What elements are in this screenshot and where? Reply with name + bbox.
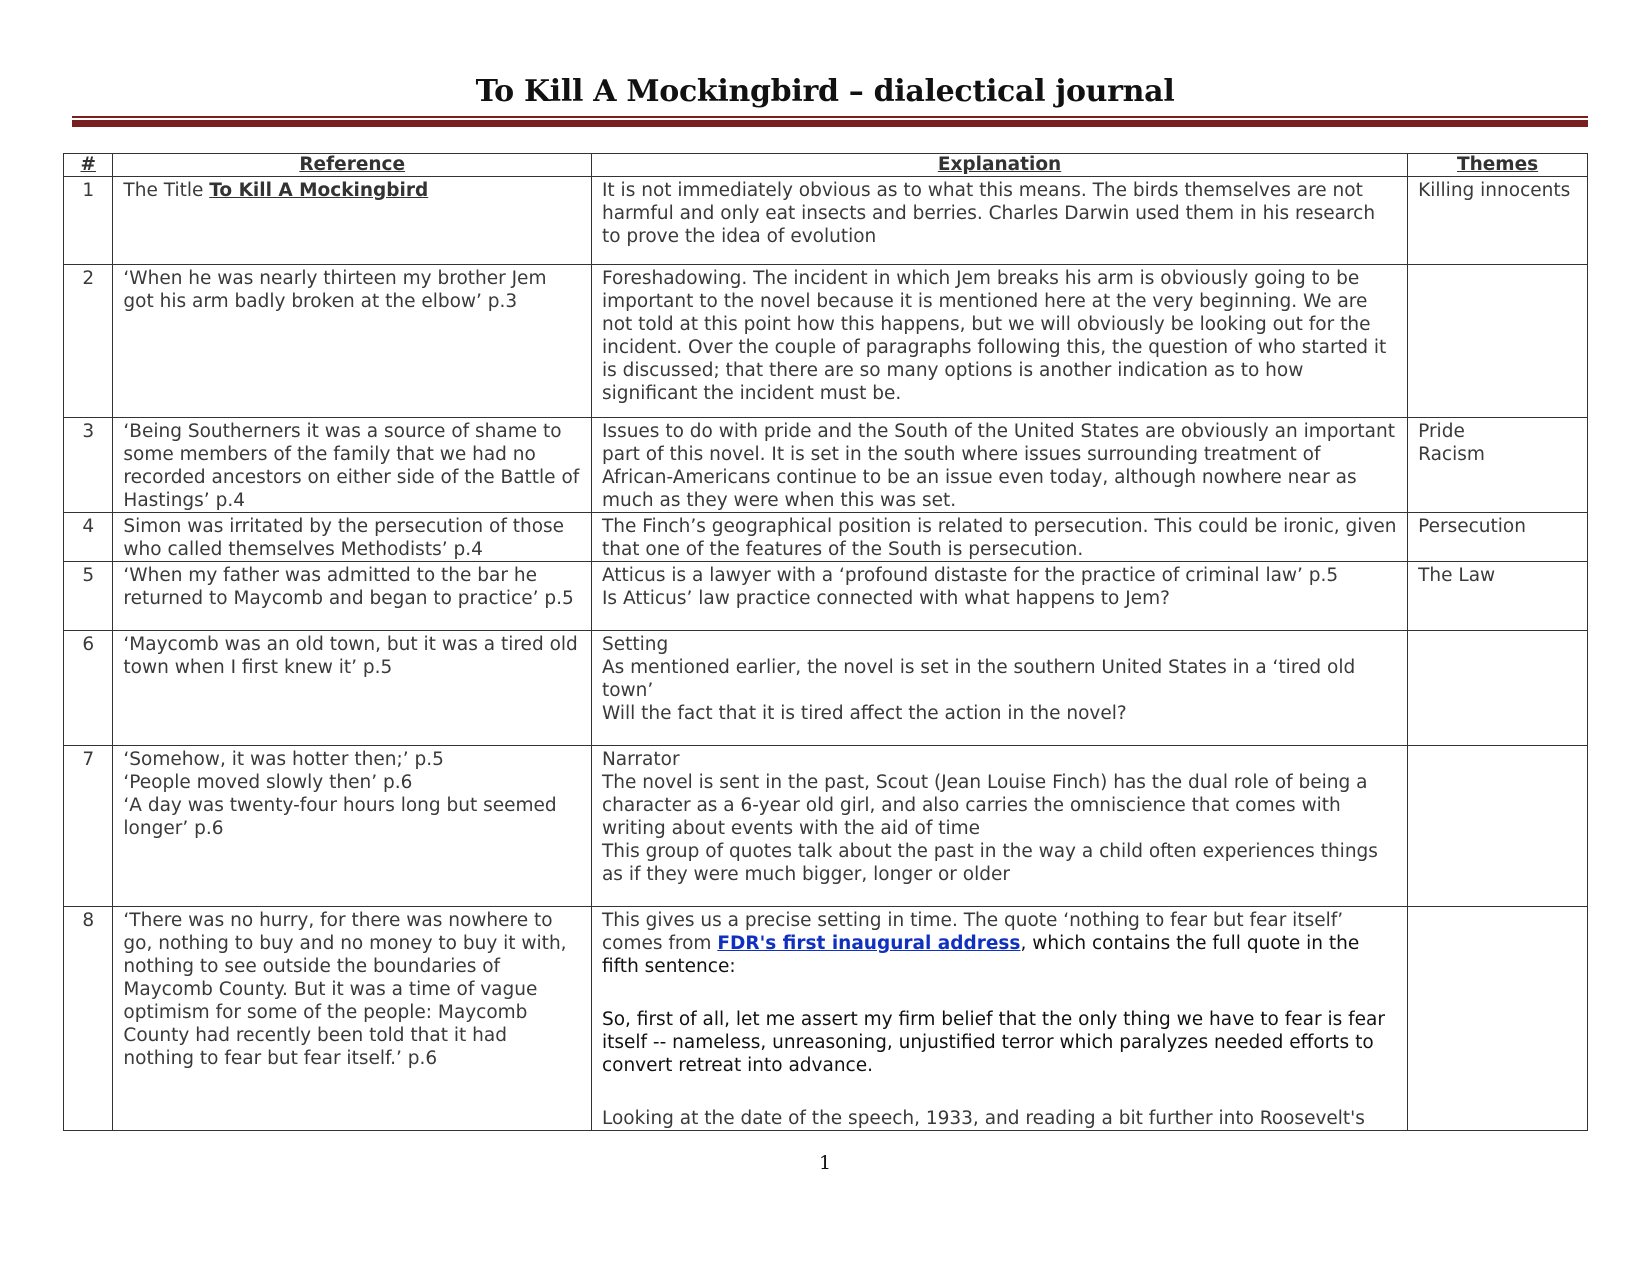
reference-text: ‘When he was nearly thirteen my brother Jem got his arm badly broken at the elbow’ p.3 xyxy=(123,268,547,312)
reference-text: ‘Somehow, it was hotter then;’ p.5 xyxy=(123,749,444,770)
row-number: 3 xyxy=(64,418,113,513)
explanation-text: As mentioned earlier, the novel is set in the southern United States in a ‘tired old town’ xyxy=(601,657,1356,701)
table-row xyxy=(64,177,1588,265)
reference-cell xyxy=(113,631,592,746)
themes-cell xyxy=(1408,631,1588,746)
reference-text: ‘People moved slowly then’ p.6 xyxy=(123,772,413,793)
page-number: 1 xyxy=(818,1152,832,1174)
explanation-text: Setting xyxy=(601,634,669,655)
explanation-text: Issues to do with pride and the South of the United States are obviously an important part of this novel. It is set in the south where issues surrounding treatment of African-Americans continue to be an issue even today, although nowhere near as much as they were when this was set. xyxy=(601,421,1395,511)
themes-cell xyxy=(1408,265,1588,418)
reference-text: ‘When my father was admitted to the bar he returned to Maycomb and began to practice’ p.5 xyxy=(123,565,574,609)
row-number: 7 xyxy=(64,746,113,907)
table-row xyxy=(64,562,1588,631)
reference-text: ‘A day was twenty-four hours long but seemed longer’ p.6 xyxy=(123,795,557,839)
reference-cell xyxy=(113,562,592,631)
reference-cell xyxy=(113,907,592,1131)
reference-text: Simon was irritated by the persecution of those who called themselves Methodists’ p.4 xyxy=(123,516,565,560)
explanation-text: Looking at the date of the speech, 1933, and reading a bit further into Roosevelt's xyxy=(601,1108,1365,1129)
row-number: 5 xyxy=(64,562,113,631)
explanation-text xyxy=(602,909,1397,978)
reference-text: ‘Maycomb was an old town, but it was a tired old town when I first knew it’ p.5 xyxy=(123,634,578,678)
themes-cell xyxy=(1408,418,1588,513)
theme-item: The Law xyxy=(1418,565,1496,586)
explanation-text: It is not immediately obvious as to what this means. The birds themselves are not harmful and only eat insects and berries. Charles Darwin used them in his research to prove the idea of evolution xyxy=(601,180,1376,247)
reference-cell xyxy=(113,418,592,513)
explanation-cell xyxy=(591,513,1407,562)
themes-cell xyxy=(1408,513,1588,562)
header-themes: Themes xyxy=(1408,154,1588,177)
fdr-address-link[interactable]: FDR's first inaugural address xyxy=(717,933,1021,954)
reference-cell xyxy=(113,513,592,562)
explanation-text: The Finch’s geographical position is related to persecution. This could be ironic, given that one of the features of the South is persecution. xyxy=(601,516,1397,560)
header-row xyxy=(64,154,1588,177)
header-num: # xyxy=(64,154,113,177)
theme-item: Persecution xyxy=(1418,516,1526,537)
row-number: 4 xyxy=(64,513,113,562)
explanation-after-link: , which contains the full quote in the fifth sentence: xyxy=(601,933,1360,977)
themes-cell xyxy=(1408,562,1588,631)
reference-cell xyxy=(113,265,592,418)
explanation-cell xyxy=(591,418,1407,513)
book-title: To Kill A Mockingbird xyxy=(209,180,429,201)
table-row xyxy=(64,907,1588,1131)
themes-cell xyxy=(1408,746,1588,907)
theme-item: Racism xyxy=(1418,444,1485,465)
explanation-text: Narrator xyxy=(601,749,680,770)
reference-text: ‘There was no hurry, for there was nowhere to go, nothing to buy and no money to buy it with, nothing to see outside the boundaries of Maycomb County. But it was a time of vague optimism for some of the people: Maycomb County had recently been told that it had nothing to fear but fear itself.’ p.6 xyxy=(123,910,567,1069)
row-number: 2 xyxy=(64,265,113,418)
explanation-cell xyxy=(591,746,1407,907)
explanation-text: Is Atticus’ law practice connected with what happens to Jem? xyxy=(601,588,1170,609)
row-number: 8 xyxy=(64,907,113,1131)
reference-cell xyxy=(113,746,592,907)
explanation-cell xyxy=(591,265,1407,418)
title-rule-thick xyxy=(72,120,1588,127)
explanation-cell xyxy=(591,562,1407,631)
table-row xyxy=(64,513,1588,562)
header-explanation: Explanation xyxy=(591,154,1407,177)
theme-item: Pride xyxy=(1418,421,1465,442)
table-row xyxy=(64,746,1588,907)
row-number: 6 xyxy=(64,631,113,746)
reference-cell xyxy=(113,177,592,265)
explanation-text: Foreshadowing. The incident in which Jem breaks his arm is obviously going to be important to the novel because it is mentioned here at the very beginning. We are not told at this point how this happens, but we will obviously be looking out for the incident. Over the couple of paragraphs following this, the question of who started it is discussed; that there are so many options is another indication as to how significant the incident must be. xyxy=(601,268,1387,404)
row-number: 1 xyxy=(64,177,113,265)
explanation-cell xyxy=(591,907,1407,1131)
explanation-intro: This gives us a precise setting in time. The quote ‘nothing to fear but fear itself’ comes from xyxy=(601,910,1344,954)
speech-quote: So, first of all, let me assert my firm belief that the only thing we have to fear is fear itself -- nameless, unreasoning, unjustified terror which paralyzes needed efforts to convert retreat into advance. xyxy=(601,1009,1385,1076)
title-rule-thin xyxy=(72,116,1588,118)
explanation-text: This group of quotes talk about the past in the way a child often experiences things as if they were much bigger, longer or older xyxy=(601,841,1378,885)
explanation-text: Atticus is a lawyer with a ‘profound distaste for the practice of criminal law’ p.5 xyxy=(601,565,1339,586)
explanation-text: Will the fact that it is tired affect the action in the novel? xyxy=(601,703,1127,724)
table-row xyxy=(64,418,1588,513)
table-row xyxy=(64,631,1588,746)
themes-cell xyxy=(1408,177,1588,265)
reference-text: The Title xyxy=(123,180,210,201)
reference-text: ‘Being Southerners it was a source of shame to some members of the family that we had no recorded ancestors on either side of the Battle of Hastings’ p.4 xyxy=(123,421,580,511)
explanation-cell xyxy=(591,631,1407,746)
explanation-text: The novel is sent in the past, Scout (Jean Louise Finch) has the dual role of being a character as a 6-year old girl, and also carries the omniscience that comes with writing about events with the aid of time xyxy=(601,772,1368,839)
themes-cell xyxy=(1408,907,1588,1131)
theme-item: Killing innocents xyxy=(1418,180,1571,201)
journal-table xyxy=(63,153,1588,1131)
page-title: To Kill A Mockingbird – dialectical journal xyxy=(475,74,1175,109)
explanation-cell xyxy=(591,177,1407,265)
table-row xyxy=(64,265,1588,418)
header-reference: Reference xyxy=(113,154,592,177)
